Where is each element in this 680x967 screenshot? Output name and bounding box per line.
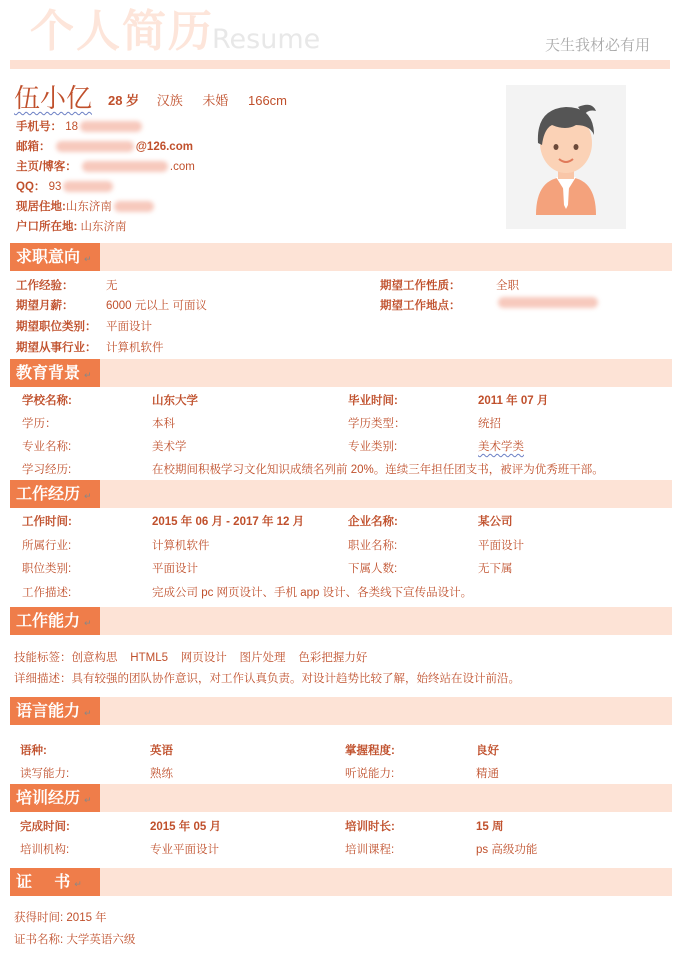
label: 学习经历: [22,464,72,476]
section-title-intention: 求职意向 ↵ [10,243,100,271]
value: 平面设计 [478,540,524,552]
label: 学校名称: [22,395,72,407]
label: 学历类型： [348,418,406,430]
value: 统招 [478,418,501,430]
label: 语种: [20,745,47,757]
label: 期望工作性质： [380,280,461,292]
redacted-blur [80,121,142,132]
label: 下属人数: [348,563,398,575]
label: 培训时长: [345,821,395,833]
value: 美术学 [152,441,187,453]
cert-date-row [14,909,107,925]
cert-name-row [14,931,135,947]
section-band [10,359,672,387]
value: 2011 年 07 月 [478,395,549,407]
section-title-work: 工作经历 ↵ [10,480,100,508]
label: 期望月薪： [16,300,74,312]
email-row [16,138,193,154]
label: 期望职位类别： [16,321,97,333]
section-band [10,868,672,896]
skill-tag: 创意构思 [71,652,118,664]
redacted-blur [56,141,134,152]
label: 工作经验： [16,280,74,292]
hukou-value: 山东济南 [80,221,127,233]
email-label: 邮箱： [16,141,51,153]
qq-row [16,178,115,194]
homepage-value: .com [169,161,195,173]
label: 培训机构: [20,844,70,856]
redacted-blur [498,297,598,308]
phone-label: 手机号： [16,121,62,133]
label: 培训课程: [345,844,395,856]
label: 学历： [22,418,57,430]
section-title-skills: 工作能力 ↵ [10,607,100,635]
section-band [10,480,672,508]
value: 计算机软件 [152,540,210,552]
label: 期望工作地点： [380,300,461,312]
label: 所属行业: [22,540,72,552]
section-band [10,697,672,725]
candidate-meta [108,90,303,109]
resume-motto: 天生我材必有用 [544,36,650,54]
value: 具有较强的团队协作意识，对工作认真负责。对设计趋势比较了解，始终站在设计前沿。 [71,673,520,685]
skill-tag: 网页设计 [180,652,227,664]
resume-subtitle: Resume [212,24,321,55]
ethnicity: 汉族 [156,93,183,108]
value: 2015 年 05 月 [150,821,221,833]
location-value [496,297,600,309]
label: 证书名称: [14,934,64,946]
skill-tags-row [14,649,367,665]
avatar [506,85,626,229]
skill-tag: HTML5 [130,652,168,664]
label: 毕业时间: [348,395,398,407]
label: 完成时间: [20,821,70,833]
value: 计算机软件 [106,342,164,354]
redacted-blur [63,181,113,192]
hukou-row [16,218,127,234]
label: 期望从事行业： [16,342,97,354]
label: 专业类别: [348,441,398,453]
label: 读写能力: [20,768,70,780]
header-divider [10,60,670,69]
value: 2015 年 [66,912,107,924]
value: 专业平面设计 [150,844,219,856]
label: 工作时间: [22,516,72,528]
label: 技能标签： [14,652,72,664]
label: 职位类别: [22,563,72,575]
section-band [10,784,672,812]
label: 获得时间: [14,912,64,924]
residence-label: 现居住地: [16,201,66,213]
redacted-blur [114,201,154,212]
label: 详细描述： [14,673,72,685]
hukou-label: 户口所在地: [16,221,78,233]
residence-row [16,198,156,214]
label: 企业名称: [348,516,398,528]
qq-value: 93 [48,181,62,193]
value: 熟练 [150,768,173,780]
value: 全职 [496,280,519,292]
section-title-education: 教育背景 ↵ [10,359,100,387]
marital-status: 未婚 [202,93,229,108]
label: 职业名称: [348,540,398,552]
phone-row [16,118,144,134]
value: 15 周 [476,821,504,833]
qq-label: QQ： [16,181,46,193]
skill-detail-row [14,670,520,686]
value: 2015 年 06 月 - 2017 年 12 月 [152,516,305,528]
section-band [10,607,672,635]
value: 大学英语六级 [66,934,136,946]
homepage-label: 主页/博客： [16,161,77,173]
redacted-blur [82,161,168,172]
section-title-certificate: 证 书 ↵ [10,868,100,896]
value: 美术学类 [478,441,524,453]
value: ps 高级功能 [476,844,538,856]
value: 精通 [476,768,499,780]
label: 听说能力: [345,768,395,780]
value: 平面设计 [152,563,198,575]
value: 6000 元以上 可面议 [106,300,207,312]
value: 无 [106,280,118,292]
value: 良好 [476,745,499,757]
homepage-row [16,158,195,174]
phone-value: 18 [65,121,78,133]
skill-tag: 图片处理 [239,652,286,664]
skill-tag: 色彩把握力好 [298,652,368,664]
value: 无下属 [478,563,513,575]
height: 166cm [247,93,288,108]
section-band [10,243,672,271]
avatar-illustration [506,85,626,229]
age: 28 岁 [108,93,140,108]
value: 山东大学 [152,395,198,407]
value: 某公司 [478,516,513,528]
label: 掌握程度: [345,745,395,757]
residence-value: 山东济南 [65,201,112,213]
section-title-training: 培训经历 ↵ [10,784,100,812]
section-title-language: 语言能力 ↵ [10,697,100,725]
label: 工作描述: [22,587,72,599]
value: 本科 [152,418,175,430]
resume-title: 个人简历 [30,6,214,57]
email-value: @126.com [135,141,193,153]
value: 完成公司 pc 网页设计、手机 app 设计、各类线下宣传品设计。 [152,587,473,599]
candidate-name: 伍小亿 [14,84,93,114]
value: 在校期间积极学习文化知识成绩名列前 20%。连续三年担任团支书，被评为优秀班干部。 [152,464,604,476]
label: 专业名称: [22,441,72,453]
value: 英语 [150,745,173,757]
value: 平面设计 [106,321,152,333]
